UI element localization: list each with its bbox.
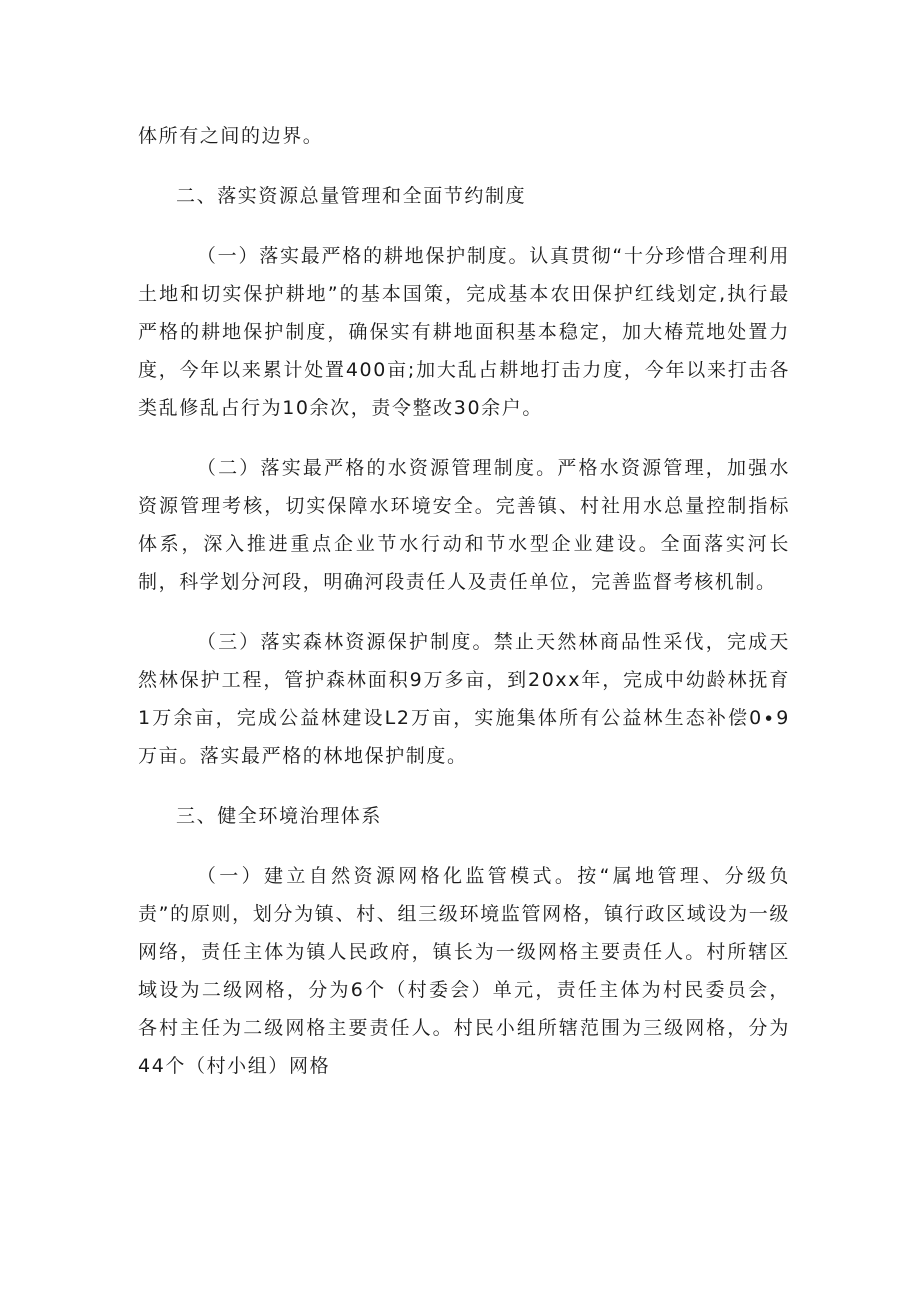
paragraph-grid-supervision: （一）建立自然资源网格化监管模式。按“属地管理、分级负责”的原则，划分为镇、村、组三级环境监管网格，镇行政区域设为一级网络，责任主体为镇人民政府，镇长为一级网格主要责任人。村所辖区域设为二级网格，分为6个（村委会）单元，责任主体为村民委员会，各村主任为二级网格主要责任人。村民小组所辖范围为三级网格，分为44个（村小组）网格 [138, 865, 790, 1077]
paragraph-water-resources: （二）落实最严格的水资源管理制度。严格水资源管理，加强水资源管理考核，切实保障水环境安全。完善镇、村社用水总量控制指标体系，深入推进重点企业节水行动和节水型企业建设。全面落实河长制，科学划分河段，明确河段责任人及责任单位，完善监督考核机制。 [138, 457, 790, 593]
paragraph-forest-resources: （三）落实森林资源保护制度。禁止天然林商品性采伐，完成天然林保护工程，管护森林面积9万多亩，到20xx年，完成中幼龄林抚育1万余亩，完成公益林建设L2万亩，实施集体所有公益林生态补偿0∙9万亩。落实最严格的林地保护制度。 [138, 631, 790, 767]
section-heading-2: 二、落实资源总量管理和全面节约制度 [176, 185, 527, 207]
paragraph-continuation: 体所有之间的边界。 [138, 125, 324, 147]
document-body [138, 117, 790, 1107]
section-heading-3: 三、健全环境治理体系 [176, 805, 383, 827]
paragraph-farmland-protection: （一）落实最严格的耕地保护制度。认真贯彻“十分珍惜合理利用土地和切实保护耕地”的基本国策，完成基本农田保护红线划定,执行最严格的耕地保护制度，确保实有耕地面积基本稳定，加大椿荒地处置力度，今年以来累计处置400亩;加大乱占耕地打击力度，今年以来打击各类乱修乱占行为10余次，责令整改30余户。 [138, 245, 790, 419]
